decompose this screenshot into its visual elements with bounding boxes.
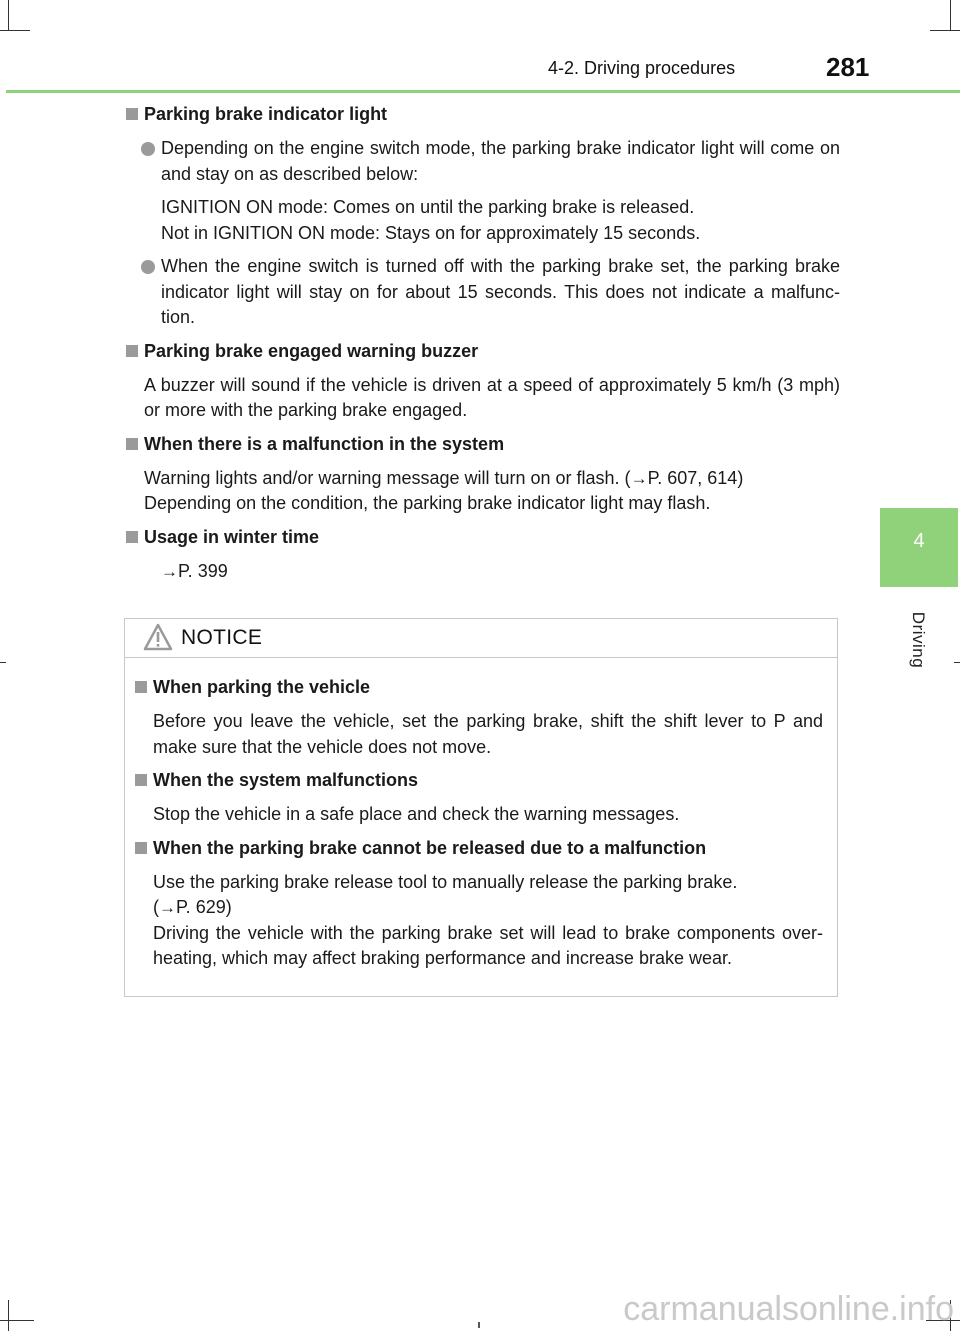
notice-heading: When the system malfunctions xyxy=(133,768,823,792)
square-bullet-icon xyxy=(135,774,147,786)
square-bullet-icon xyxy=(126,345,138,357)
page-number: 281 xyxy=(826,52,870,82)
notice-heading: When the parking brake cannot be released due to a malfunction xyxy=(133,836,823,860)
paragraph: Use the parking brake release tool to manually release the parking brake. (→P. 629) Driving the vehicle with the parking brake set will lead to brake components over-heating, which may affect braking performance and increase brake wear. xyxy=(153,871,823,968)
section-heading: Usage in winter time xyxy=(124,525,840,549)
page-reference-link[interactable]: P. 399 xyxy=(178,560,228,581)
bullet-item: Depending on the engine switch mode, the parking brake indicator light will come on and stay on as described below: xyxy=(124,136,840,187)
chapter-number: 4 xyxy=(913,530,925,552)
circle-bullet-icon xyxy=(141,142,155,156)
watermark: carmanualsonline.info xyxy=(623,1290,954,1328)
footer-mark xyxy=(478,1322,480,1328)
warning-triangle-icon xyxy=(143,623,173,651)
mode-description: IGNITION ON mode: Comes on until the parking brake is released. Not in IGNITION ON mode: Stays on for approximately 15 seconds. xyxy=(161,197,701,243)
arrow-right-icon: → xyxy=(630,468,648,488)
notice-body xyxy=(133,675,823,980)
square-bullet-icon xyxy=(126,108,138,120)
arrow-right-icon: → xyxy=(159,898,176,917)
crop-mark xyxy=(0,30,30,31)
square-bullet-icon xyxy=(126,438,138,450)
crop-mark xyxy=(930,30,960,31)
square-bullet-icon xyxy=(126,531,138,543)
crop-mark xyxy=(0,662,6,663)
arrow-right-icon: → xyxy=(161,561,178,581)
chapter-label: Driving xyxy=(909,611,928,669)
bullet-item: When the engine switch is turned off with the parking brake set, the parking brake indicator light will stay on for about 15 seconds. This does not indicate a malfunc-tion. xyxy=(124,254,840,331)
page-reference xyxy=(124,559,840,585)
circle-bullet-icon xyxy=(141,260,155,274)
notice-title: NOTICE xyxy=(181,626,263,649)
square-bullet-icon xyxy=(135,681,147,693)
square-bullet-icon xyxy=(135,842,147,854)
paragraph: Before you leave the vehicle, set the parking brake, shift the shift lever to P and make sure that the vehicle does not move. xyxy=(153,711,823,757)
crop-mark xyxy=(954,662,960,663)
crop-mark xyxy=(950,0,951,30)
notice-box xyxy=(124,618,838,997)
crop-mark xyxy=(8,1300,9,1331)
header-rule xyxy=(6,90,960,93)
section-title: 4-2. Driving procedures xyxy=(548,58,736,78)
main-content xyxy=(124,102,840,592)
page-reference-link[interactable]: P. 629) xyxy=(176,897,232,917)
notice-heading: When parking the vehicle xyxy=(133,675,823,699)
section-heading: Parking brake indicator light xyxy=(124,102,840,126)
section-heading: When there is a malfunction in the system xyxy=(124,432,840,456)
chapter-tab[interactable] xyxy=(880,508,958,587)
section-heading: Parking brake engaged warning buzzer xyxy=(124,339,840,363)
notice-header xyxy=(125,619,837,658)
paragraph: Warning lights and/or warning message will turn on or flash. (→P. 607, 614) Depending on the condition, the parking brake indicator light may flash. xyxy=(144,467,744,513)
crop-mark xyxy=(0,1320,34,1321)
crop-mark xyxy=(8,0,9,30)
paragraph: Stop the vehicle in a safe place and check the warning messages. xyxy=(153,804,680,824)
paragraph: A buzzer will sound if the vehicle is driven at a speed of approximately 5 km/h (3 mph) or more with the parking brake engaged. xyxy=(144,374,840,420)
page-reference-link[interactable]: P. 607, 614) xyxy=(647,467,744,488)
